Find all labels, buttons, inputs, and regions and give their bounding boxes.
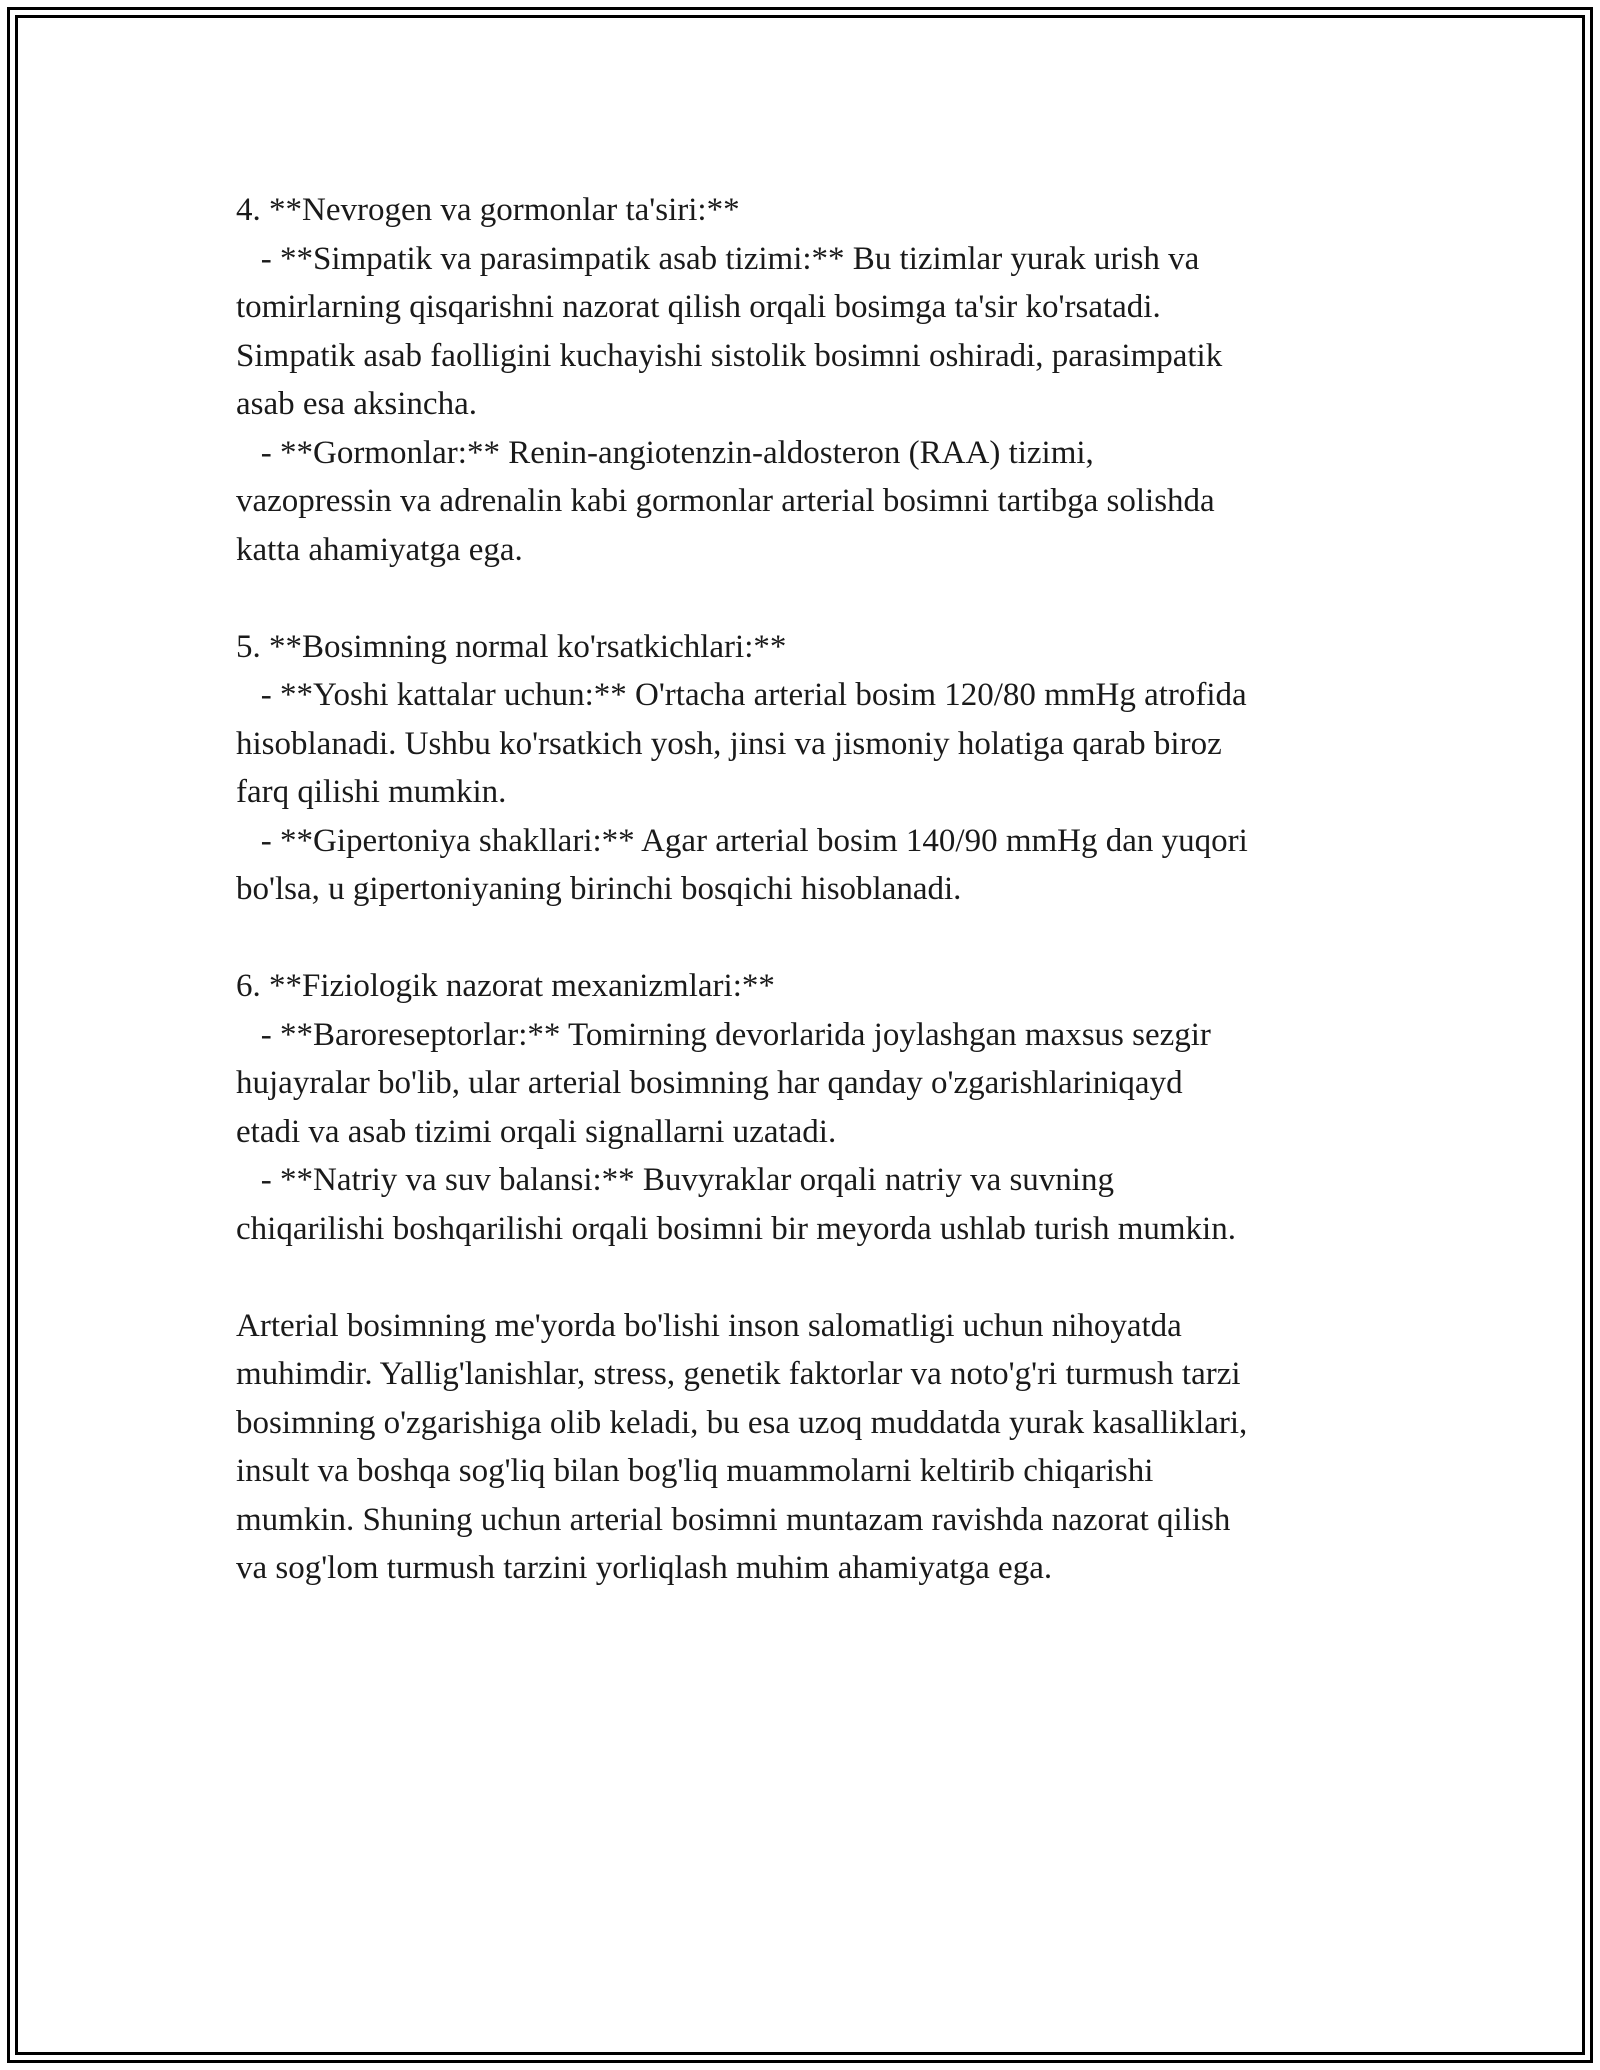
text-line: bosimning o'zgarishiga olib keladi, bu esa uzoq muddatda yurak kasalliklari,	[236, 1404, 1248, 1441]
section-heading: 4. **Nevrogen va gormonlar ta'siri:**	[236, 192, 740, 228]
section-heading: 6. **Fiziologik nazorat mexanizmlari:**	[236, 968, 775, 1004]
text-line: - **Gormonlar:** Renin-angiotenzin-aldosteron (RAA) tizimi,	[236, 434, 1094, 471]
text-line: bo'lsa, u gipertoniyaning birinchi bosqichi hisoblanadi.	[236, 871, 962, 907]
paragraph-gap	[236, 914, 1376, 963]
text-line: mumkin. Shuning uchun arterial bosimni muntazam ravishda nazorat qilish	[236, 1501, 1231, 1538]
text-line: Arterial bosimning me'yorda bo'lishi inson salomatligi uchun nihoyatda	[236, 1307, 1182, 1344]
text-line: - **Baroreseptorlar:** Tomirning devorlarida joylashgan maxsus sezgir	[236, 1016, 1211, 1053]
text-line: tomirlarning qisqarishni nazorat qilish orqali bosimga ta'sir ko'rsatadi.	[236, 289, 1161, 325]
section-heading: 5. **Bosimning normal ko'rsatkichlari:**	[236, 628, 787, 665]
text-line: va sog'lom turmush tarzini yorliqlash muhim ahamiyatga ega.	[236, 1550, 1053, 1586]
section-6	[236, 962, 1376, 1253]
section-4	[236, 186, 1376, 574]
text-line: etadi va asab tizimi orqali signallarni uzatadi.	[236, 1113, 837, 1150]
text-line: - **Natriy va suv balansi:** Buvyraklar orqali natriy va suvning	[236, 1162, 1114, 1198]
text-line: - **Simpatik va parasimpatik asab tizimi:** Bu tizimlar yurak urish va	[236, 240, 1200, 277]
text-line: farq qilishi mumkin.	[236, 774, 507, 810]
text-line: katta ahamiyatga ega.	[236, 531, 523, 568]
document-body	[236, 186, 1376, 1593]
text-line: hujayralar bo'lib, ular arterial bosimning har qanday o'zgarishlariniqayd	[236, 1065, 1183, 1101]
text-line: asab esa aksincha.	[236, 386, 477, 422]
text-line: Simpatik asab faolligini kuchayishi sistolik bosimni oshiradi, parasimpatik	[236, 337, 1223, 374]
text-line: - **Yoshi kattalar uchun:** O'rtacha arterial bosim 120/80 mmHg atrofida	[236, 677, 1247, 713]
section-5	[236, 623, 1376, 914]
conclusion-paragraph	[236, 1302, 1376, 1593]
text-line: muhimdir. Yallig'lanishlar, stress, genetik faktorlar va noto'g'ri turmush tarzi	[236, 1356, 1241, 1392]
text-line: vazopressin va adrenalin kabi gormonlar arterial bosimni tartibga solishda	[236, 483, 1215, 519]
text-line: hisoblanadi. Ushbu ko'rsatkich yosh, jinsi va jismoniy holatiga qarab biroz	[236, 725, 1222, 762]
paragraph-gap	[236, 574, 1376, 623]
text-line: - **Gipertoniya shakllari:** Agar arterial bosim 140/90 mmHg dan yuqori	[236, 822, 1248, 859]
text-line: chiqarilishi boshqarilishi orqali bosimni bir meyorda ushlab turish mumkin.	[236, 1210, 1236, 1247]
text-line: insult va boshqa sog'liq bilan bog'liq muammolarni keltirib chiqarishi	[236, 1453, 1154, 1489]
paragraph-gap	[236, 1253, 1376, 1302]
